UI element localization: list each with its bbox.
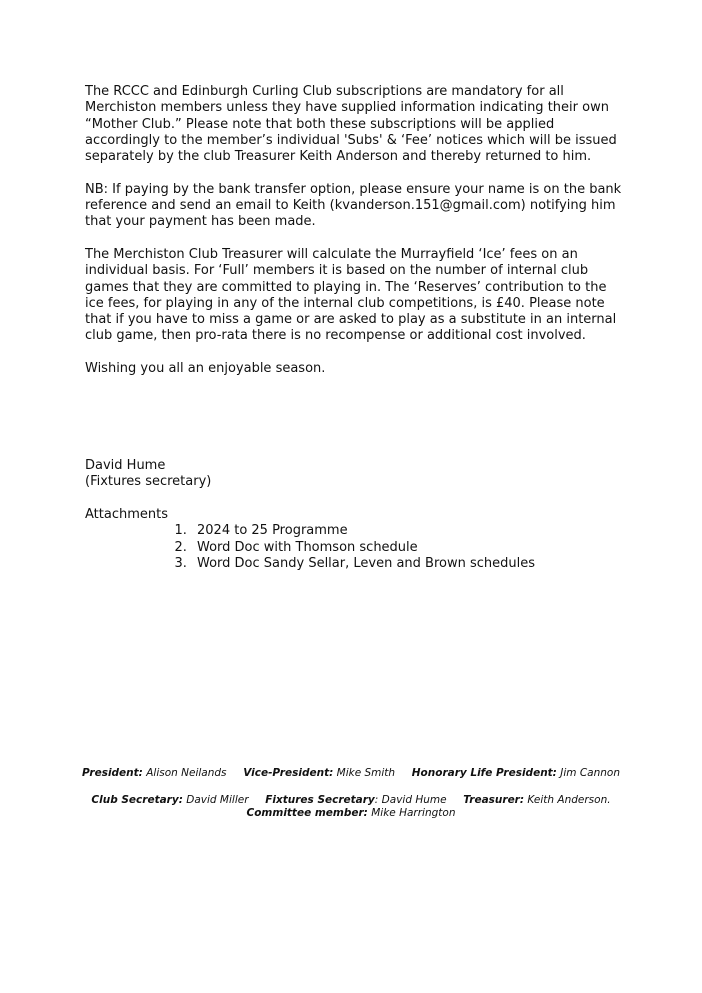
signature-block xyxy=(85,458,625,491)
vice-president-label: Vice-President: xyxy=(243,767,334,779)
fixtures-secretary-label: Fixtures Secretary xyxy=(265,794,375,806)
president-name: Alison Neilands xyxy=(146,767,227,779)
honorary-president-name: Jim Cannon xyxy=(560,767,620,779)
honorary-president-label: Honorary Life President: xyxy=(411,767,557,779)
footer-officers-line xyxy=(40,767,662,780)
attachments-list xyxy=(85,523,645,572)
fixtures-secretary-name: : David Hume xyxy=(374,794,447,806)
signature-name: David Hume xyxy=(85,458,166,473)
treasurer-name: Keith Anderson. xyxy=(527,794,611,806)
attachments-heading: Attachments xyxy=(85,507,168,522)
treasurer-label: Treasurer: xyxy=(463,794,525,806)
vice-president-name: Mike Smith xyxy=(336,767,396,779)
committee-member-name: Mike Harrington xyxy=(371,807,456,819)
club-secretary-label: Club Secretary: xyxy=(91,794,183,806)
paragraph-ice-fees: The Merchiston Club Treasurer will calculate the Murrayfield ‘Ice’ fees on an individual basis. For ‘Full’ members it is based on the number of internal club games that they are committed to playing in. The ‘Reserves’ contribution to the ice fees, for playing in any of the internal club competitions, is £40. Please note that if you have to miss a game or are asked to play as a substitute in an internal club game, then pro-rata there is no recompense or additional cost involved. xyxy=(85,246,617,344)
attachments-section xyxy=(85,507,645,572)
attachment-item: 2. Word Doc with Thomson schedule xyxy=(191,540,645,556)
paragraph-closing: Wishing you all an enjoyable season. xyxy=(85,361,326,377)
footer-committee-line xyxy=(40,807,662,820)
letter-body xyxy=(85,84,625,394)
attachment-item: 3. Word Doc Sandy Sellar, Leven and Brown schedules xyxy=(191,556,645,572)
president-label: President: xyxy=(82,767,143,779)
club-secretary-name: David Miller xyxy=(186,794,249,806)
attachment-item: 1. 2024 to 25 Programme xyxy=(191,523,645,539)
committee-member-label: Committee member: xyxy=(246,807,368,819)
paragraph-bank-transfer: NB: If paying by the bank transfer option, please ensure your name is on the bank reference and send an email to Keith (kvanderson.151@gmail.com) notifying him that your payment has been made. xyxy=(85,181,622,230)
footer-secretaries-line xyxy=(40,794,662,807)
signature-role: (Fixtures secretary) xyxy=(85,474,212,490)
paragraph-subscriptions: The RCCC and Edinburgh Curling Club subscriptions are mandatory for all Merchiston members unless they have supplied information indicating their own “Mother Club.” Please note that both these subscriptions will be applied accordingly to the member’s individual 'Subs' & ‘Fee’ notices which will be issued separately by the club Treasurer Keith Anderson and thereby returned to him. xyxy=(85,84,617,165)
